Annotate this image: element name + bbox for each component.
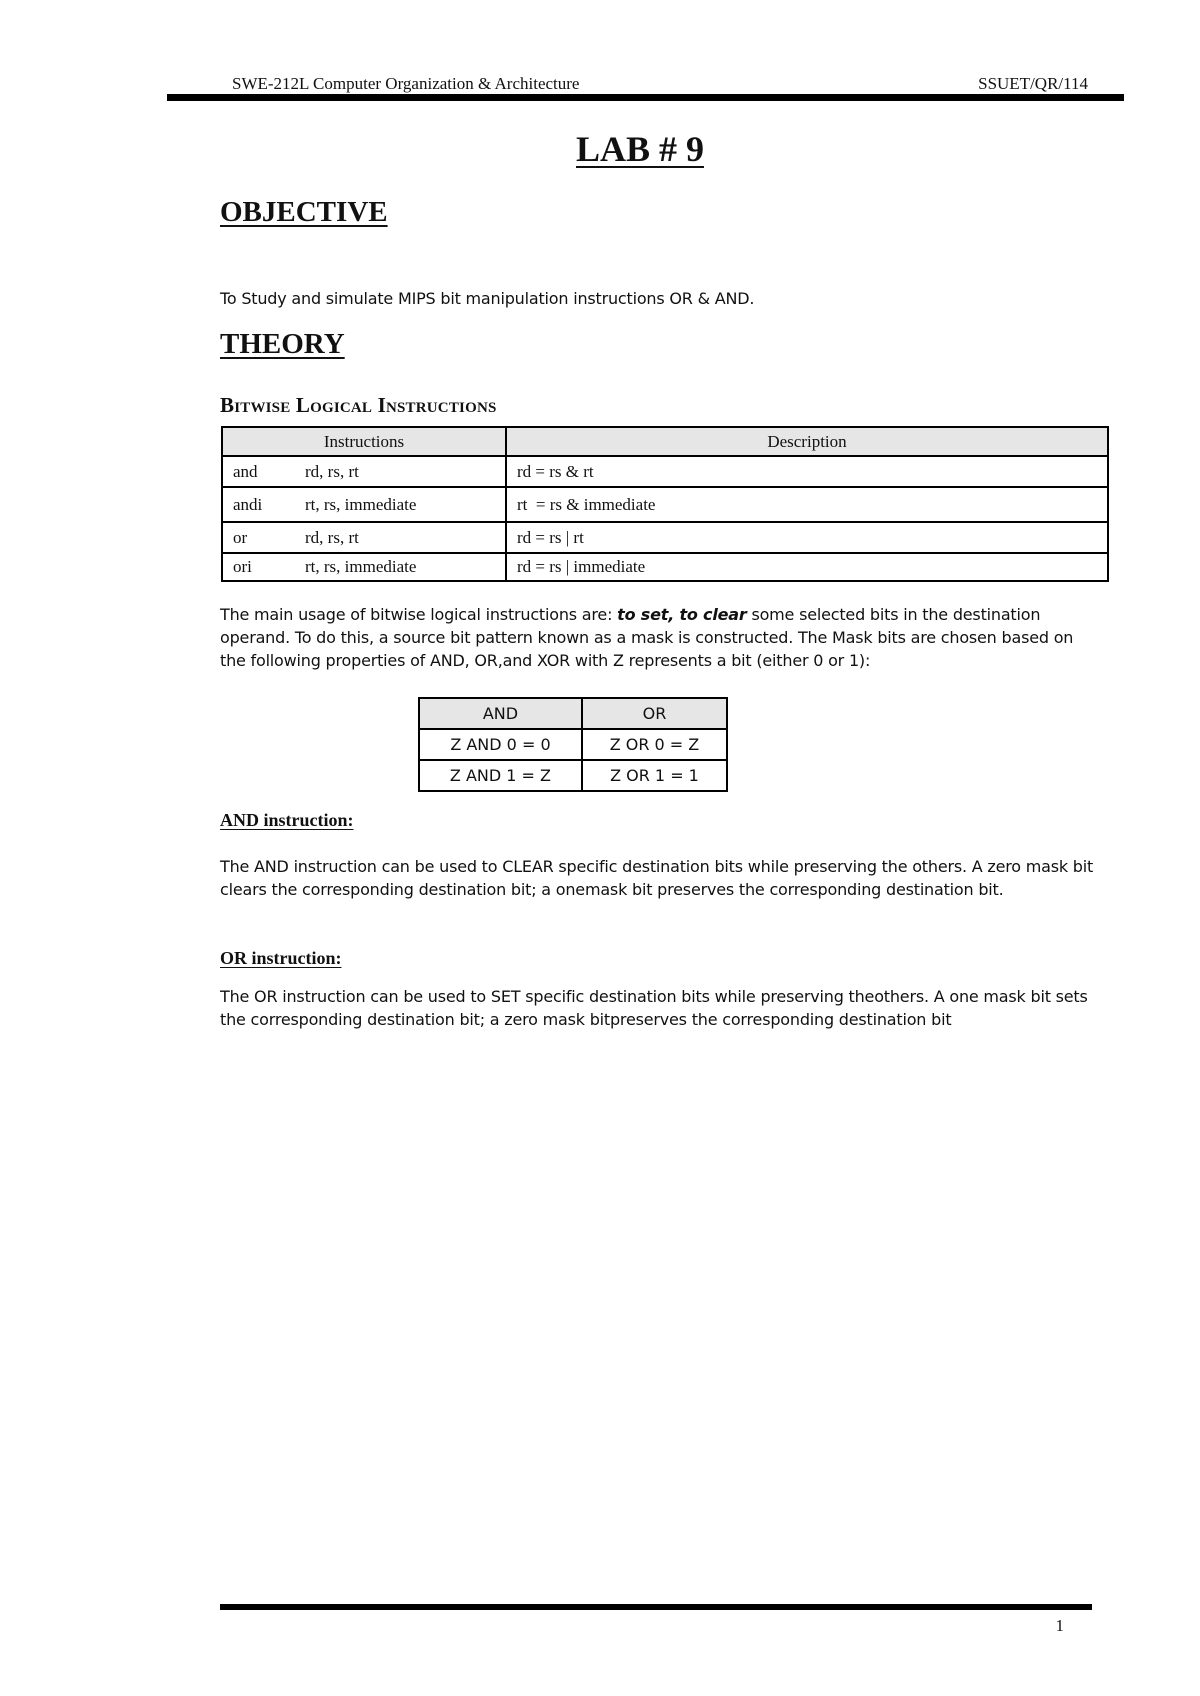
logic-cell: Z OR 0 = Z xyxy=(582,729,727,760)
instruction-operands: rt, rs, immediate xyxy=(305,557,417,576)
logic-cell: Z OR 1 = 1 xyxy=(582,760,727,791)
instruction-table xyxy=(221,426,1109,582)
instructions-column-header: Instructions xyxy=(222,427,506,456)
table-row xyxy=(419,729,727,760)
and-instruction-heading: AND instruction: xyxy=(220,810,354,830)
instruction-mnemonic: and xyxy=(233,461,258,481)
or-instruction-heading: OR instruction: xyxy=(220,948,342,968)
table-row xyxy=(222,553,1108,581)
instruction-cell xyxy=(222,487,506,522)
instruction-operands: rd, rs, rt xyxy=(305,461,359,481)
footer-rule xyxy=(220,1604,1092,1610)
logic-table-header xyxy=(419,698,727,729)
header-document-code: SSUET/QR/114 xyxy=(978,74,1088,93)
instruction-cell xyxy=(222,456,506,487)
lab-title: LAB # 9 xyxy=(575,129,705,169)
objective-heading: OBJECTIVE xyxy=(220,196,388,228)
header-course-title: SWE-212L Computer Organization & Architecture xyxy=(232,74,580,93)
table-row xyxy=(222,456,1108,487)
logic-cell: Z AND 0 = 0 xyxy=(419,729,582,760)
logic-cell: Z AND 1 = Z xyxy=(419,760,582,791)
instruction-description: rd = rs & rt xyxy=(506,456,1108,487)
instruction-mnemonic: ori xyxy=(233,557,252,576)
logic-properties-table xyxy=(418,697,728,792)
table-row xyxy=(222,522,1108,553)
usage-text-after: some selected bits in the destination operand. To do this, a source bit pattern known as a mask is constructed. The Mask bits are chosen based on the following properties of AND, OR,and XOR with Z represents a bit (either 0 or 1): xyxy=(220,605,1074,670)
theory-heading: THEORY xyxy=(220,328,345,360)
header-rule xyxy=(167,94,1124,101)
objective-text: To Study and simulate MIPS bit manipulation instructions OR & AND. xyxy=(220,289,755,308)
page-number: 1 xyxy=(1055,1616,1064,1635)
table-row xyxy=(222,487,1108,522)
description-column-header: Description xyxy=(506,427,1108,456)
instruction-description: rd = rs | rt xyxy=(506,522,1108,553)
instruction-cell xyxy=(222,522,506,553)
and-instruction-text: The AND instruction can be used to CLEAR specific destination bits while preserving the others. A zero mask bit clears the corresponding destination bit; a onemask bit preserves the corresponding destination bit. xyxy=(220,857,1094,899)
or-column-header: OR xyxy=(582,698,727,729)
usage-text-before: The main usage of bitwise logical instructions are: xyxy=(220,605,618,624)
usage-paragraph xyxy=(220,603,1100,672)
bitwise-logical-heading: Bitwise Logical Instructions xyxy=(220,393,497,417)
instruction-description: rt = rs & immediate xyxy=(506,487,1108,522)
instruction-operands: rt, rs, immediate xyxy=(305,494,417,514)
and-column-header: AND xyxy=(419,698,582,729)
usage-text-emphasis: to set, to clear xyxy=(617,605,747,624)
instruction-cell xyxy=(222,553,506,581)
or-instruction-text: The OR instruction can be used to SET specific destination bits while preserving theothers. A one mask bit sets the corresponding destination bit; a zero mask bitpreserves the corresponding destination bit xyxy=(220,987,1088,1029)
instruction-operands: rd, rs, rt xyxy=(305,527,359,547)
instruction-mnemonic: andi xyxy=(233,494,263,514)
instruction-description: rd = rs | immediate xyxy=(506,553,1108,581)
table-row xyxy=(419,760,727,791)
instruction-mnemonic: or xyxy=(233,527,248,547)
instruction-table-header xyxy=(222,427,1108,456)
